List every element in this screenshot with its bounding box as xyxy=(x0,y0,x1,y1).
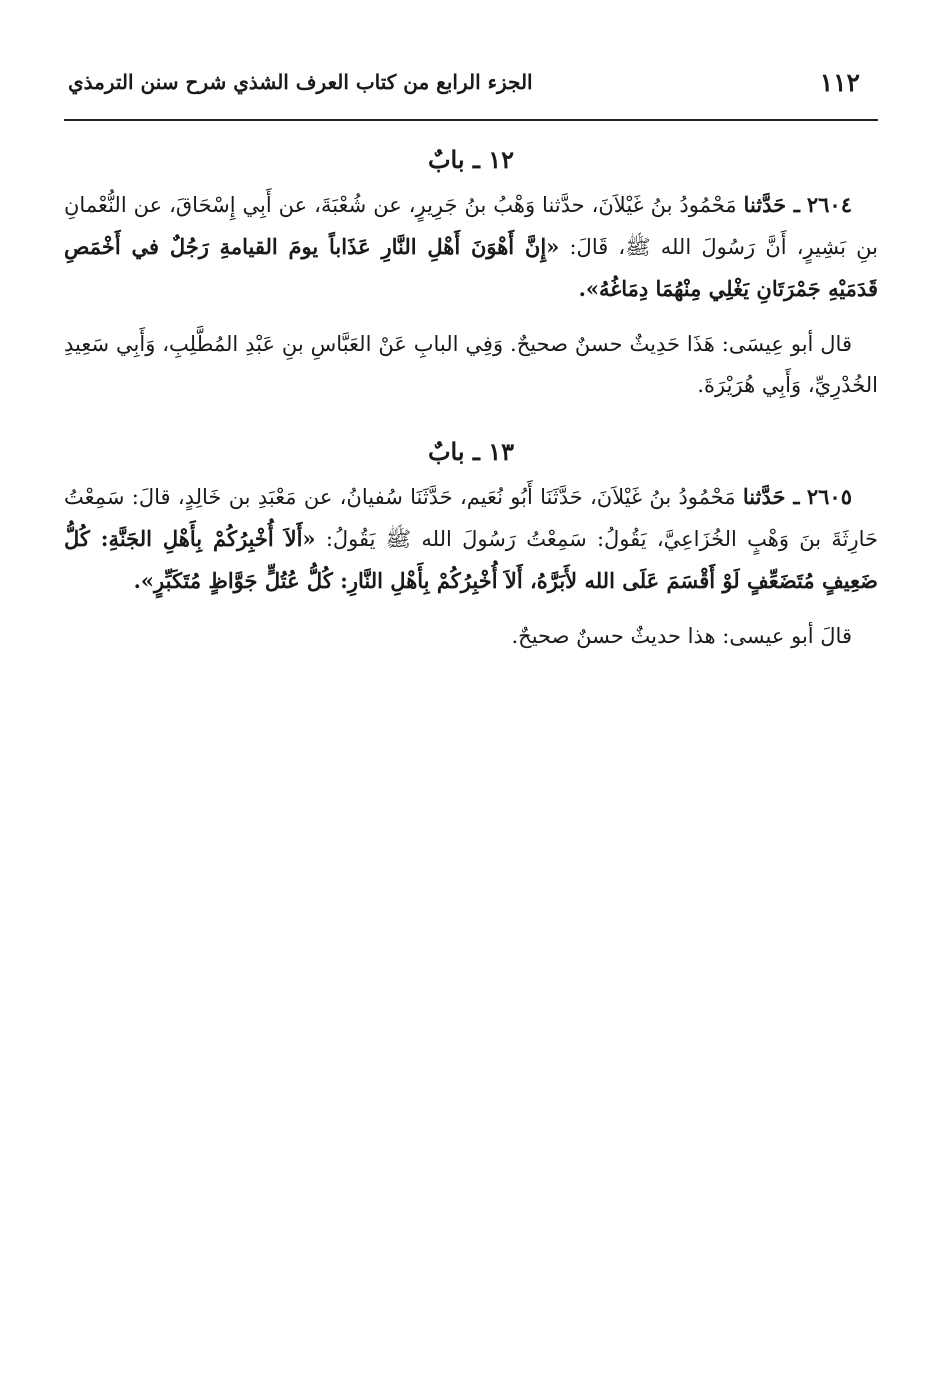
page-header xyxy=(62,58,880,116)
spacer xyxy=(64,602,878,616)
hadith-matn: «إِنَّ أَهْوَنَ أَهْلِ النَّارِ عَذَاباً يومَ القيامةِ رَجُلٌ في أَخْمَصِ قَدَمَيْهِ جَمْرَتَانِ يَغْلِي مِنْهُمَا دِمَاغُهُ». xyxy=(64,234,878,301)
hadith-lead: ـ حَدَّثنا xyxy=(742,484,800,509)
hadith-lead: ـ حَدَّثنا xyxy=(743,192,800,217)
chapter-title: ١٢ ـ بابٌ xyxy=(427,145,515,174)
hadith-comment: قالَ أبو عيسى: هذا حديثٌ حسنٌ صحيحٌ. xyxy=(511,624,852,648)
spacer xyxy=(64,418,878,432)
chapter-section xyxy=(64,140,878,406)
running-title: الجزء الرابع من كتاب العرف الشذي شرح سنن الترمذي xyxy=(68,70,533,94)
header-rule xyxy=(64,119,878,121)
hadith-isnad: مَحْمُودُ بنُ غَيْلاَنَ، حَدَّثَنَا أَبُو نُعَيم، حَدَّثَنَا سُفيانُ، عن مَعْبَدِ بن خَالِدٍ، قالَ: سَمِعْتُ حَارِثَةَ بنَ وَهْبٍ الخُزَاعِيَّ، يَقُولُ: سَمِعْتُ رَسُولَ الله ﷺ يَقُولُ: xyxy=(64,485,878,551)
hadith-text xyxy=(64,184,878,310)
hadith-number: ٢٦٠٤ xyxy=(806,192,852,217)
hadith-matn: «أَلاَ أُخْبِرُكُمْ بِأَهْلِ الجَنَّةِ: كُلُّ ضَعِيفٍ مُتَضَعِّفٍ لَوْ أَقْسَمَ عَلَى الله لأَبَرَّهُ، أَلاَ أُخْبِرُكُمْ بِأَهْلِ النَّارِ: كُلُّ عُتُلٍّ جَوَّاظٍ مُتَكَبِّرٍ». xyxy=(64,526,878,593)
hadith-isnad: مَحْمُودُ بنُ غَيْلاَنَ، حدَّثنا وَهْبُ بنُ جَرِيرٍ، عن شُعْبَةَ، عن أَبِي إِسْحَاقَ، عن النُّعْمانِ بنِ بَشِيرٍ، أَنَّ رَسُولَ الله ﷺ، قَالَ: xyxy=(64,193,879,259)
chapter-title: ١٣ ـ بابٌ xyxy=(427,437,515,466)
hadith-text xyxy=(64,476,878,602)
spacer xyxy=(64,310,878,324)
chapter-section xyxy=(64,432,878,657)
page-body xyxy=(64,140,878,669)
hadith-comment: قال أبو عِيسَى: هَذَا حَدِيثٌ حسنٌ صحيحٌ. وَفِي البابِ عَنْ العَبَّاسِ بنِ عَبْدِ المُطَّلِبِ، وَأَبِي سَعِيدِ الخُدْرِيِّ، وَأَبِي هُرَيْرَةَ. xyxy=(64,332,878,397)
page-number: ١١٢ xyxy=(819,68,860,97)
hadith-number: ٢٦٠٥ xyxy=(806,484,852,509)
